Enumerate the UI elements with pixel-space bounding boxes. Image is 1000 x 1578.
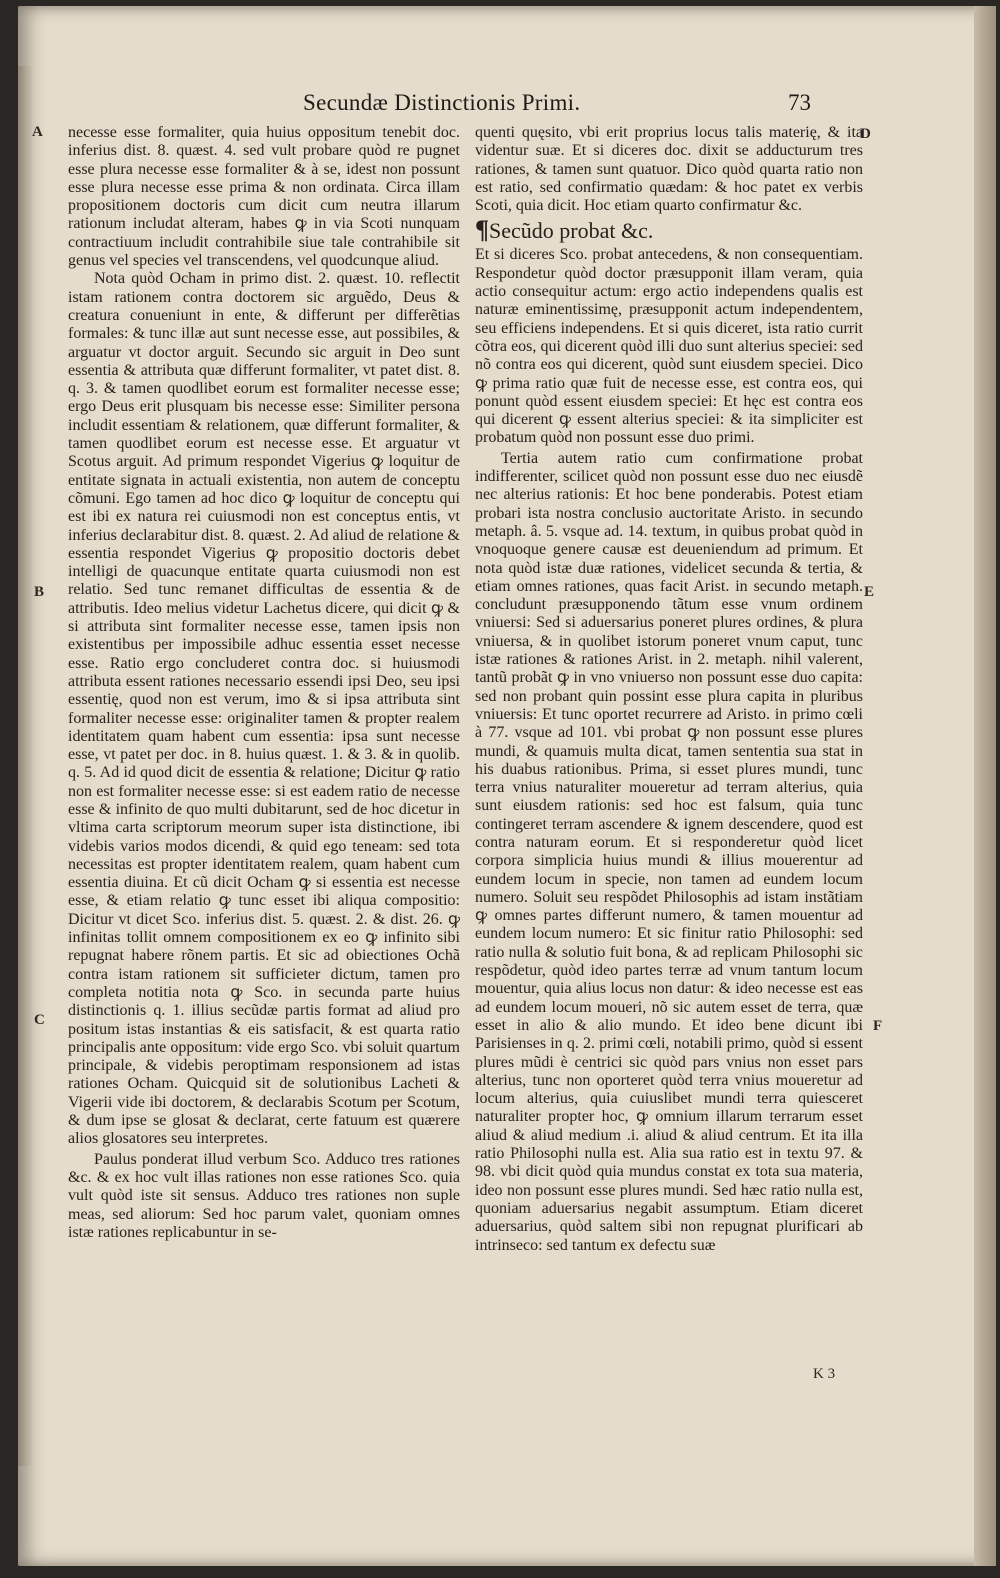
margin-letter-e: E bbox=[864, 584, 875, 600]
left-paragraph-3: Paulus ponderat illud verbum Sco. Adduco tres rationes &c. & ex hoc vult illas rationes non esse rationes Sco. quia vult quòd iste sit sensus. Adduco tres rationes non suple meas, sed aliorum: Sed hoc parum valet, quoniam omnes istæ rationes replicabuntur in se- bbox=[68, 1150, 460, 1241]
pilcrow-mark: ¶ bbox=[475, 215, 490, 245]
signature-mark: K 3 bbox=[813, 1366, 836, 1382]
book-page bbox=[18, 6, 996, 1566]
right-paragraph-secundo: Et si diceres Sco. probat antecedens, & non consequentiam. Respondetur quòd doctor præsupponit illam veram, quia actio consequitur actum: ergo actio independens qualis est naturæ eminentissimę, præsupponit actum independentem, seu efficiens independens. Et si quis diceret, ista ratio currit cõtra eos, qui dicerent quòd illi duo sunt alterius speciei: sed nõ contra eos qui dicerent, quòd sunt eiusdem speciei. Dico ꝙ prima ratio quæ fuit de necesse esse, est contra eos, qui ponunt quòd essent eiusdem speciei: Et hęc est contra eos qui dicerent ꝙ essent alterius speciei: & ita simpliciter est probatum quòd non possunt esse duo primi. bbox=[475, 246, 863, 447]
running-title: Secundæ Distinctionis Primi. bbox=[303, 90, 581, 115]
margin-letter-a: A bbox=[32, 124, 43, 140]
left-paragraph-1: necesse esse formaliter, quia huius oppositum tenebit doc. inferius dist. 8. quæst. 4. sed vult probare quòd re pugnet esse plura necesse esse formaliter & à se, idest non possunt esse plura necesse esse prima & non ordinata. Circa illam propositionem doctoris cum dicit cum neutra illarum rationum includat alteram, habes ꝙ in via Scoti nunquam contractiuum includit contrahibile siue tale contrahibile sit genus vel species vel transcendens, vel quodcunque aliud. bbox=[68, 124, 460, 270]
left-column bbox=[68, 124, 460, 1242]
section-rubric bbox=[475, 217, 863, 244]
margin-letter-d: D bbox=[860, 126, 871, 142]
left-paragraph-2: Nota quòd Ocham in primo dist. 2. quæst. 10. reflectit istam rationem contra doctorem sic arguẽdo, Deus & creatura conueniunt in ente, & differunt per differẽtias formales: & tunc illæ aut sunt necesse esse, aut possibiles, & arguatur vt doctor arguit. Secundo sic arguit in Deo sunt essentia & attributa quæ differunt formaliter, vt patet dist. 8. q. 3. & tamen quodlibet eorum est formaliter necesse esse; ergo Deus erit plusquam bis necesse esse: Similiter persona includit essentiam & relationem, quæ differunt formaliter, & tamen quodlibet eorum est necesse esse. Et arguatur vt Scotus arguit. Ad primum respondet Vigerius ꝙ loquitur de entitate signata in actuali existentia, non autem de conceptu cõmuni. Ego tamen ad hoc dico ꝙ loquitur de conceptu qui est ibi ex natura rei cuiusmodi non est conceptus entis, vt inferius declarabitur dist. 8. quæst. 2. Ad aliud de relatione & essentia respondet Vigerius ꝙ propositio doctoris debet intelligi de quacunque entitate quarta cuiusmodi non est relatio. Sed tunc remanet difficultas de essentia & de attributis. Ideo melius videtur Lachetus dicere, qui dicit ꝙ & si attributa sint formaliter necesse esse, tamen ipsis non existentibus per impossibile adhuc essentia esset necesse esse. Ratio ergo concluderet contra doc. si huiusmodi attributa essent rationes necessario essendi ipsi Deo, seu ipsi essentię, quod non est verum, imo & si ipsa attributa sint formaliter necesse esse: originaliter tamen & propter realem identitatem quam habent cum essentia: ipsa sunt necesse esse, vt patet per doc. in 8. huius quæst. 1. & 3. & in quolib. q. 5. Ad id quod dicit de essentia & relatione; Dicitur ꝙ ratio non est formaliter necesse esse: si est eadem ratio de necesse esse & infinito de quo multi dubitarunt, sed de hoc dicetur in vltima carta scriptorum meorum super ista distinctione, ibi videbis varios modos dicendi, & quid ego teneam: sed tota necessitas est propter identitatem realem, quam habent cum essentia diuina. Et cũ dicit Ocham ꝙ si essentia est necesse esse, & etiam relatio ꝙ tunc esset ibi aliqua compositio: Dicitur vt dicet Sco. inferius dist. 5. quæst. 2. & dist. 26. ꝙ infinitas tollit omnem compositionem ex eo ꝙ infinito sibi repugnat habere rõnem partis. Et sic ad obiectiones Ochã contra istam rationem sit sufficieter dictum, tamen pro completa notitia nota ꝙ Sco. in secunda parte huius distinctionis q. 1. illius secũdæ partis format ad aliud pro positum istas instantias & eis satisfacit, & est quarta ratio principalis ante oppositum: vide ergo Sco. vbi soluit quartum principale, & videbis peroptimam responsionem ad istas rationes Ocham. Quicquid sit de solutionibus Lacheti & Vigerii vide ibi doctorem, & declarabis Scotum per Scotum, & dum ipse se glosat & declarat, certe fatuum est quærere alios glosatores seu interpretes. bbox=[68, 270, 460, 1148]
right-column bbox=[475, 124, 863, 1255]
margin-letter-c: C bbox=[34, 1012, 45, 1028]
page-edge bbox=[974, 6, 996, 1566]
right-paragraph-intro: quenti quęsito, vbi erit proprius locus talis materię, & ita videntur suæ. Et si diceres doc. dixit se adducturum tres rationes, & tamen sunt quatuor. Dico quòd quarta ratio non est ratio, sed confirmatio quædam: & hoc patet ex verbis Scoti, quia dicit. Hoc etiam quarto confirmatur &c. bbox=[475, 124, 863, 215]
margin-letter-b: B bbox=[34, 584, 45, 600]
folio-number: 73 bbox=[788, 90, 811, 115]
binding-gutter bbox=[18, 66, 32, 1466]
rubric-text: Secũdo probat &c. bbox=[489, 218, 654, 244]
margin-letter-f: F bbox=[873, 1018, 883, 1034]
right-paragraph-tertia: Tertia autem ratio cum confirmatione probat indifferenter, scilicet quòd non possunt esse duo nec eiusdẽ nec alterius rationis: Et hoc bene ponderabis. Potest etiam probari ista nostra conclusio auctoritate Aristo. in secundo metaph. â. 5. vsque ad. 14. textum, in quibus probat quòd in vnoquoque genere causæ est deueniendum ad primum. Et nota quòd istæ duæ rationes, videlicet secunda & tertia, & etiam omnes rationes, quas facit Arist. in secundo metaph. concludunt præsupponendo tãtum esse vnum ordinem vniuersi: Sed si aduersarius poneret plures ordines, & plura vniuersa, & in quolibet istorum poneret vnum caput, tunc istæ rationes & rationes Arist. in 2. metaph. nihil valerent, tantũ probãt ꝙ in vno vniuerso non possunt esse duo capita: sed non probant quin possint esse plura capita in pluribus vniuersis: Et tunc oportet recurrere ad Aristo. in primo cœli à 77. vsque ad 101. vbi probat ꝙ non possunt esse plures mundi, & quamuis multa dicat, tamen sententia sua stat in his duabus rationibus. Prima, si esset plures mundi, tunc terra vnius naturaliter moueretur ad terram alterius, quia sunt eiusdem rationis: sed hoc est falsum, quia tunc contingeret terram ascendere & ignem descendere, quod est contra naturam eorum. Et si responderetur quòd licet corpora simplicia huius mundi & illius mouerentur ad eundem locum in specie, non tamen ad eundem locum numero. Soluit seu respõdet Philosophis ad istam instãtiam ꝙ omnes partes differunt numero, & tamen mouentur ad eundem locum numero: Et sic finitur ratio Philosophi: sed ratio nulla & solutio fuit bona, & ad replicam Philosophi sic respõdetur, quòd ideo partes terræ ad vnum tantum locum mouentur, quia alius locus non datur: & ideo necesse est eas ad eundem locum moueri, nõ sic autem esset de terra, quæ esset in alio & alio mundo. Et ideo bene dicunt ibi Parisienses in q. 2. primi cœli, notabili primo, quòd si essent plures mũdi è centrici sic quòd pars vnius non esset pars alterius, tunc non oporteret quòd terra vnius moueretur ad locum alterius, quia cuiuslibet mundi terra quiesceret naturaliter propter hoc, ꝙ omnium illarum terrarum esset aliud & aliud medium .i. aliud & aliud centrum. Et ita illa ratio Philosophi nulla est. Alia sua ratio est in textu 97. & 98. vbi dicit quòd quia mundus constat ex tota sua materia, ideo non possunt esse plures mundi. Sed hæc ratio nulla est, quoniam aduersarius negabit assumptum. Etiam diceret aduersarius, quòd saltem sibi non repugnat plurificari ab intrinseco: sed tantum ex defectu suæ bbox=[475, 449, 863, 1254]
